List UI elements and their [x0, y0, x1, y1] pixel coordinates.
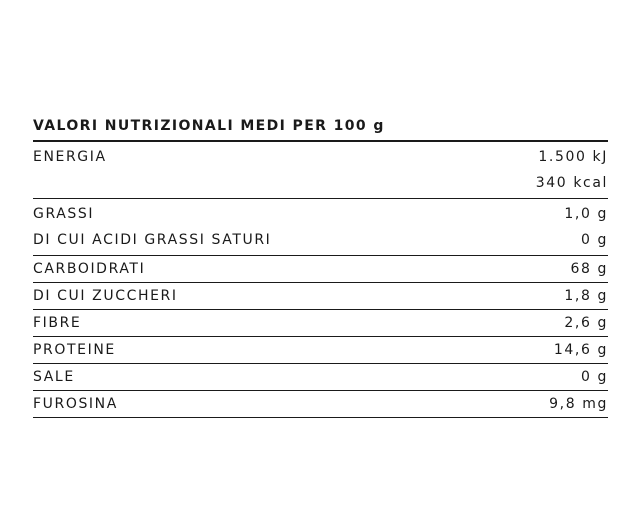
saturated-fat-row: [33, 227, 608, 253]
carbohydrates-row: [33, 256, 608, 282]
energy-label: ENERGIA: [33, 149, 107, 165]
fibre-row: [33, 310, 608, 336]
salt-value: 0 g: [580, 369, 608, 385]
table-title: VALORI NUTRIZIONALI MEDI PER 100 g: [33, 118, 385, 134]
fat-row: [33, 201, 608, 227]
fat-group: [33, 199, 608, 255]
protein-row: [33, 337, 608, 363]
protein-label: PROTEINE: [33, 342, 116, 358]
energy-group: [33, 142, 608, 198]
bottom-rule: [33, 417, 608, 418]
carbohydrates-value: 68 g: [570, 261, 608, 277]
protein-value: 14,6 g: [553, 342, 608, 358]
energy-kj-value: 1.500 kJ: [538, 149, 608, 165]
furosine-value: 9,8 mg: [549, 396, 608, 412]
fibre-label: FIBRE: [33, 315, 82, 331]
salt-label: SALE: [33, 369, 75, 385]
furosine-row: [33, 391, 608, 417]
saturated-fat-label: DI CUI ACIDI GRASSI SATURI: [33, 232, 272, 248]
saturated-fat-value: 0 g: [580, 232, 608, 248]
nutrition-table: [33, 116, 608, 418]
energy-kcal-row: [33, 170, 608, 196]
sugars-row: [33, 283, 608, 309]
sugars-label: DI CUI ZUCCHERI: [33, 288, 178, 304]
fibre-value: 2,6 g: [564, 315, 608, 331]
furosine-label: FUROSINA: [33, 396, 118, 412]
salt-row: [33, 364, 608, 390]
sugars-value: 1,8 g: [564, 288, 608, 304]
energy-row: [33, 144, 608, 170]
energy-kcal-value: 340 kcal: [535, 175, 608, 191]
fat-label: GRASSI: [33, 206, 95, 222]
fat-value: 1,0 g: [564, 206, 608, 222]
carbohydrates-label: CARBOIDRATI: [33, 261, 146, 277]
